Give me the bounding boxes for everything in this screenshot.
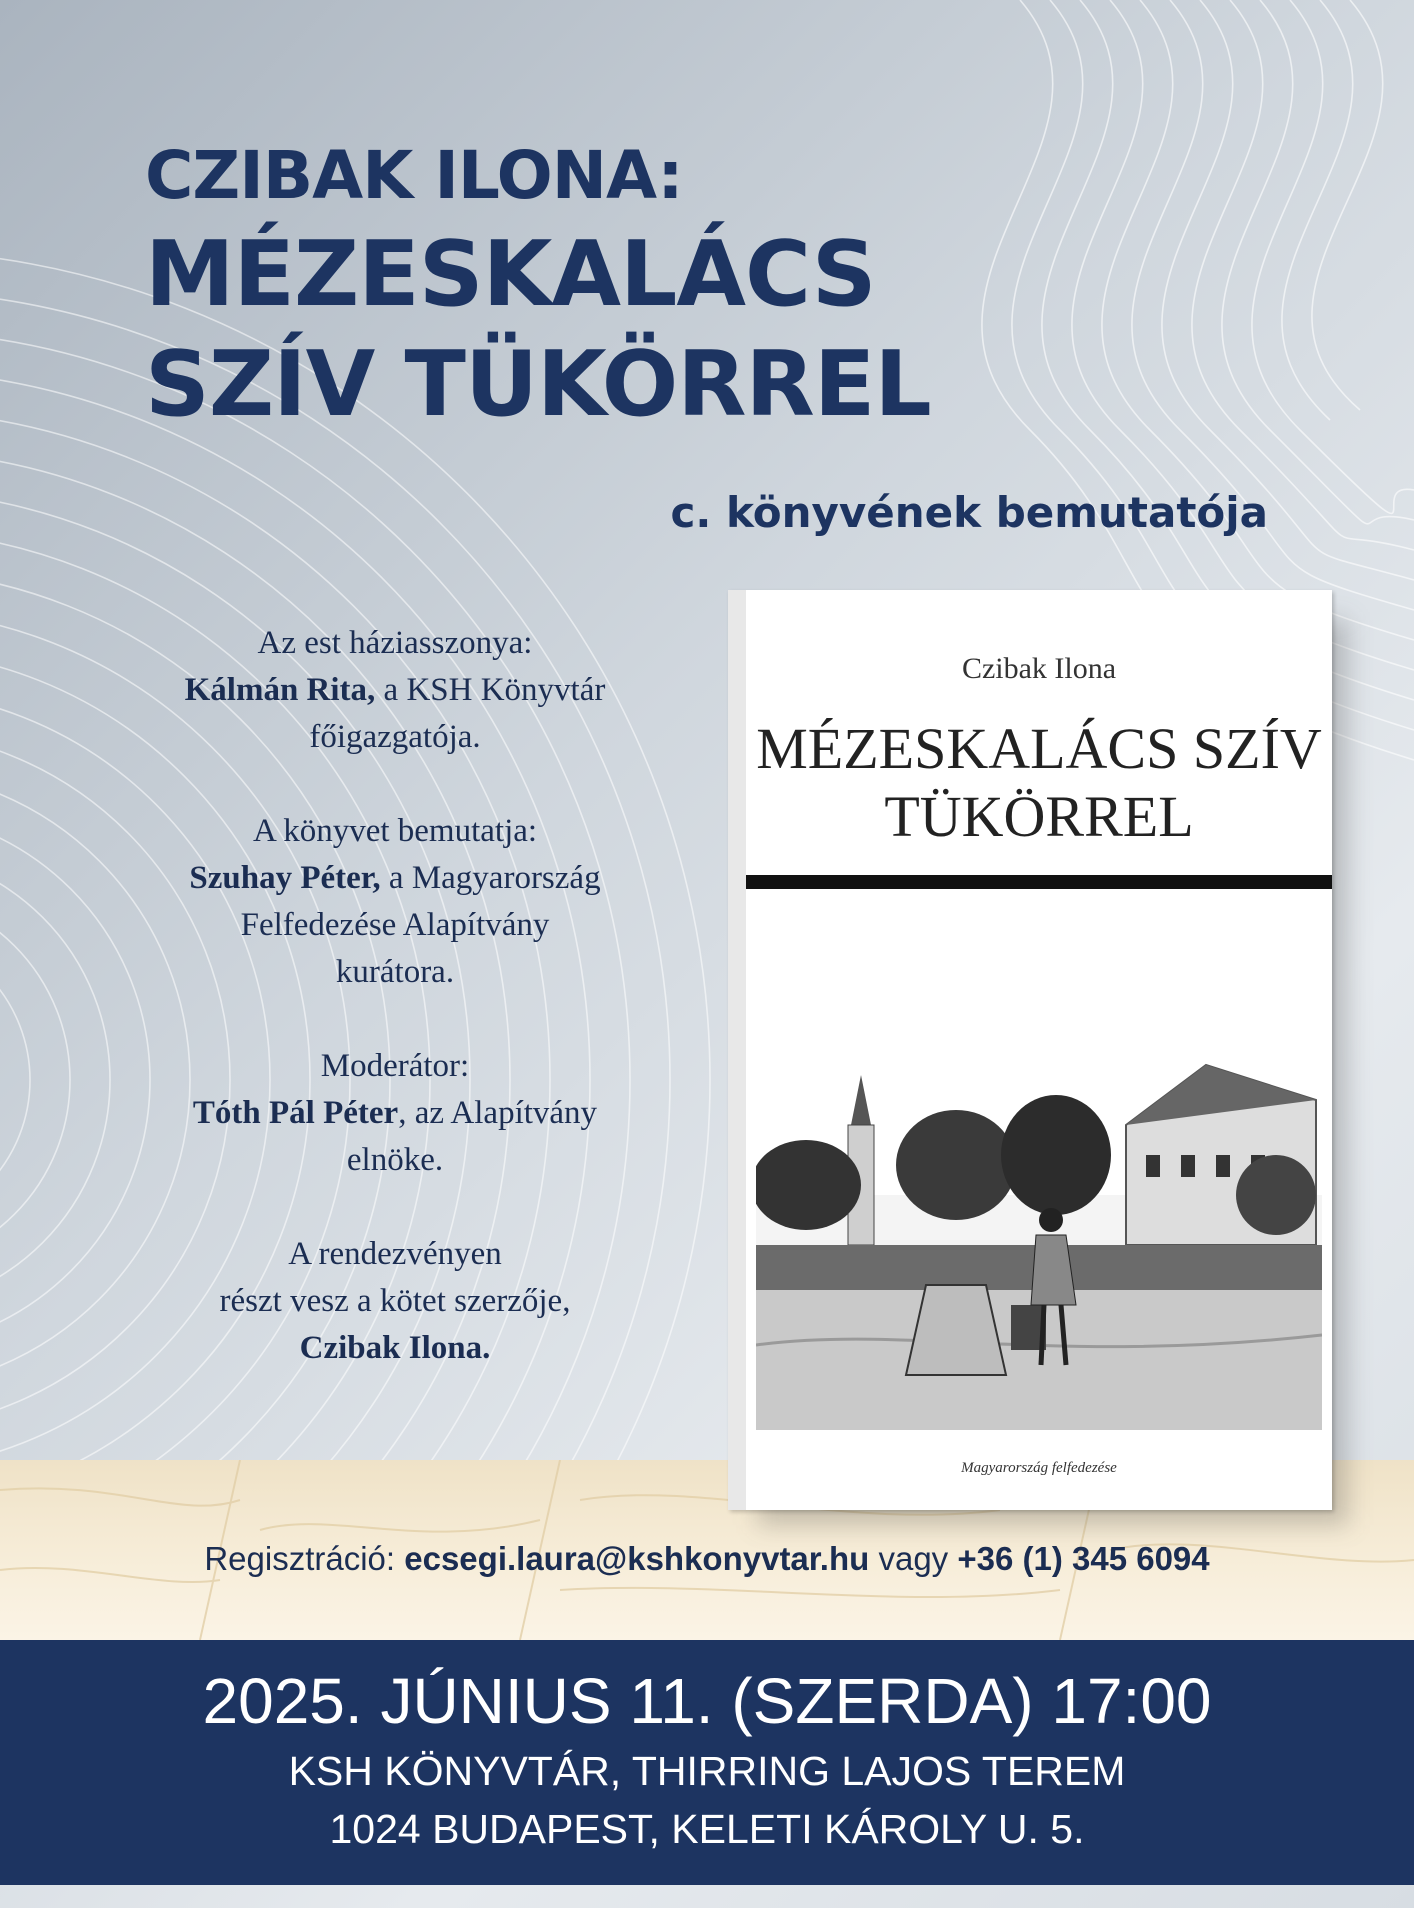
author-name: Czibak Ilona. [299,1330,491,1366]
book-divider [746,875,1332,889]
registration-email[interactable]: ecsegi.laura@kshkonyvtar.hu [404,1540,870,1577]
host-role: a KSH Könyvtár [375,672,606,708]
presenter-heading: A könyvet bemutatja: [252,813,538,849]
book-title-line2: TÜKÖRREL [884,784,1194,849]
host-name: Kálmán Rita, [184,672,376,708]
presenter-role-end: kurátora. [335,954,455,990]
author-block [105,1231,685,1372]
registration-phone[interactable]: +36 (1) 345 6094 [957,1540,1210,1577]
host-heading: Az est háziasszonya: [257,625,533,661]
moderator-heading: Moderátor: [320,1048,470,1084]
title-author: CZIBAK ILONA: [145,137,683,214]
presenter-block [105,808,685,996]
book-cover-image [728,590,1348,1525]
host-role-cont: főigazgatója. [309,719,481,755]
book [728,590,1332,1510]
book-cover-photo [756,1045,1322,1430]
poster-title [145,132,931,440]
book-title [746,715,1332,851]
event-details [105,620,685,1419]
book-author: Czibak Ilona [961,652,1117,685]
moderator-role-cont: elnöke. [346,1142,444,1178]
event-address: 1024 BUDAPEST, KELETI KÁROLY U. 5. [329,1806,1085,1852]
presenter-role: a Magyarország [380,860,601,896]
book-series: Magyarország felfedezése [961,1460,1117,1476]
registration-line [0,1540,1414,1578]
host-block [105,620,685,761]
registration-or: vagy [869,1540,958,1577]
title-book-line1: MÉZESKALÁCS [145,222,876,327]
presenter-name: Szuhay Péter, [189,860,381,896]
moderator-block [105,1043,685,1184]
moderator-role: , az Alapítvány [398,1095,598,1131]
book-title-line1: MÉZESKALÁCS SZÍV [756,716,1322,781]
registration-label: Regisztráció: [204,1540,405,1577]
moderator-name: Tóth Pál Péter [192,1095,399,1131]
author-line1: A rendezvényen [288,1236,502,1272]
event-place: KSH KÖNYVTÁR, THIRRING LAJOS TEREM [288,1748,1126,1794]
title-book-line2: SZÍV TÜKÖRREL [145,332,931,437]
poster-subtitle: c. könyvének bemutatója [670,488,1268,537]
author-line2: részt vesz a kötet szerzője, [219,1283,571,1319]
event-date: 2025. JÚNIUS 11. (SZERDA) 17:00 [202,1665,1212,1737]
presenter-role-cont: Felfedezése Alapítvány [240,907,550,943]
